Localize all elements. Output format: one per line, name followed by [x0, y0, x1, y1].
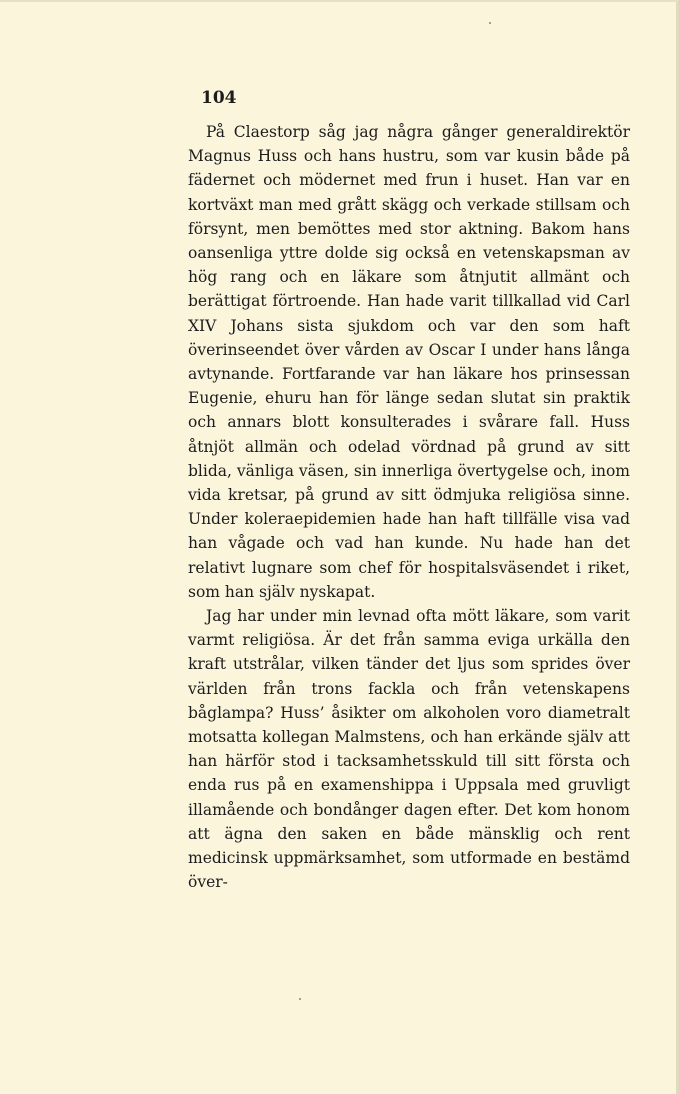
paragraph-1: På Claestorp såg jag några gånger generaldirektör Magnus Huss och hans hustru, som var kusin både på fädernet och mödernet med frun i huset. Han var en kortväxt man med grått skägg och verkade stillsam och försynt, men bemöttes med stor aktning. Bakom hans oansenliga yttre dolde sig också en vetenskapsman av hög rang och en läkare som åtnjutit allmänt och berättigat förtroende. Han hade varit tillkallad vid Carl XIV Johans sista sjukdom och var den som haft överinseendet över vården av Oscar I under hans långa avtynande. Fortfarande var han läkare hos prinsessan Eugenie, ehuru han för länge sedan slutat sin praktik och annars blott konsulterades i svårare fall. Huss åtnjöt allmän och odelad vördnad på grund av sitt blida, vänliga väsen, sin innerliga övertygelse och, inom vida kretsar, på grund av sitt ödmjuka religiösa sinne. Under koleraepidemien hade han haft tillfälle visa vad han vågade och vad han kunde. Nu hade han det relativt lugnare som chef för hospitalsväsendet i riket, som han själv nyskapat.: [188, 123, 630, 601]
page-text-body: [188, 120, 630, 895]
page-number: 104: [201, 88, 237, 108]
paper-speck: [299, 998, 301, 1000]
paragraph-2: Jag har under min levnad ofta mött läkare, som varit varmt religiösa. Är det från samma eviga urkälla den kraft utstrålar, vilken tänder det ljus som sprides över världen från trons fackla och från vetenskapens båglampa? Huss’ åsikter om alkoholen voro diametralt motsatta kollegan Malmstens, och han erkände själv att han härför stod i tacksamhetsskuld till sitt första och enda rus på en examenshippa i Uppsala med gruvligt illamående och bondånger dagen efter. Det kom honom att ägna den saken en både mänsklig och rent medicinsk uppmärksamhet, som utformade en bestämd över-: [188, 607, 630, 892]
paper-speck: [489, 22, 491, 24]
